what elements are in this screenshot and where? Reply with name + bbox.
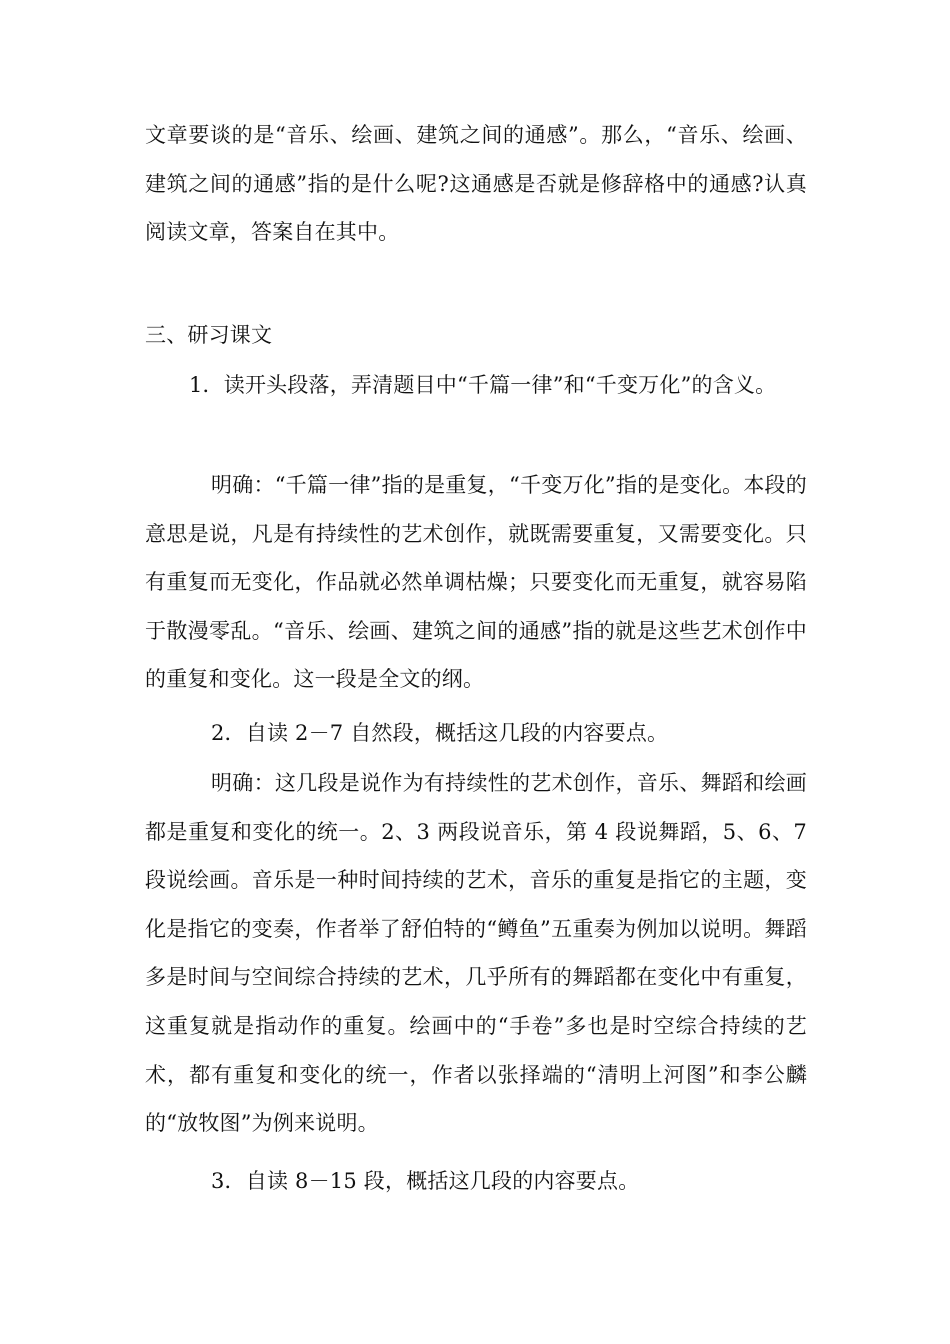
section-heading: 三、研习课文	[145, 323, 273, 347]
question-1: 1．读开头段落，弄清题目中“千篇一律”和“千变万化”的含义。	[189, 373, 777, 397]
question-2: 2．自读 2－7 自然段，概括这几段的内容要点。	[211, 721, 669, 745]
intro-paragraph: 文章要谈的是“音乐、绘画、建筑之间的通感”。那么，“音乐、绘画、建筑之间的通感”指的是什么呢?这通感是否就是修辞格中的通感?认真阅读文章，答案自在其中。	[145, 123, 807, 245]
answer-2: 明确：这几段是说作为有持续性的艺术创作，音乐、舞蹈和绘画都是重复和变化的统一。2、3 两段说音乐，第 4 段说舞蹈，5、6、7 段说绘画。音乐是一种时间持续的艺术，音乐的重复是指它的主题，变化是指它的变奏，作者举了舒伯特的“鳟鱼”五重奏为例加以说明。舞蹈多是时间与空间综合持续的艺术，几乎所有的舞蹈都在变化中有重复，这重复就是指动作的重复。绘画中的“手卷”多也是时空综合持续的艺术，都有重复和变化的统一，作者以张择端的“清明上河图”和李公麟的“放牧图”为例来说明。	[145, 771, 807, 1136]
answer-1: 明确：“千篇一律”指的是重复，“千变万化”指的是变化。本段的意思是说，凡是有持续性的艺术创作，就既需要重复，又需要变化。只有重复而无变化，作品就必然单调枯燥；只要变化而无重复，就容易陷于散漫零乱。“音乐、绘画、建筑之间的通感”指的就是这些艺术创作中的重复和变化。这一段是全文的纲。	[145, 473, 807, 692]
question-3: 3．自读 8－15 段，概括这几段的内容要点。	[211, 1169, 640, 1193]
